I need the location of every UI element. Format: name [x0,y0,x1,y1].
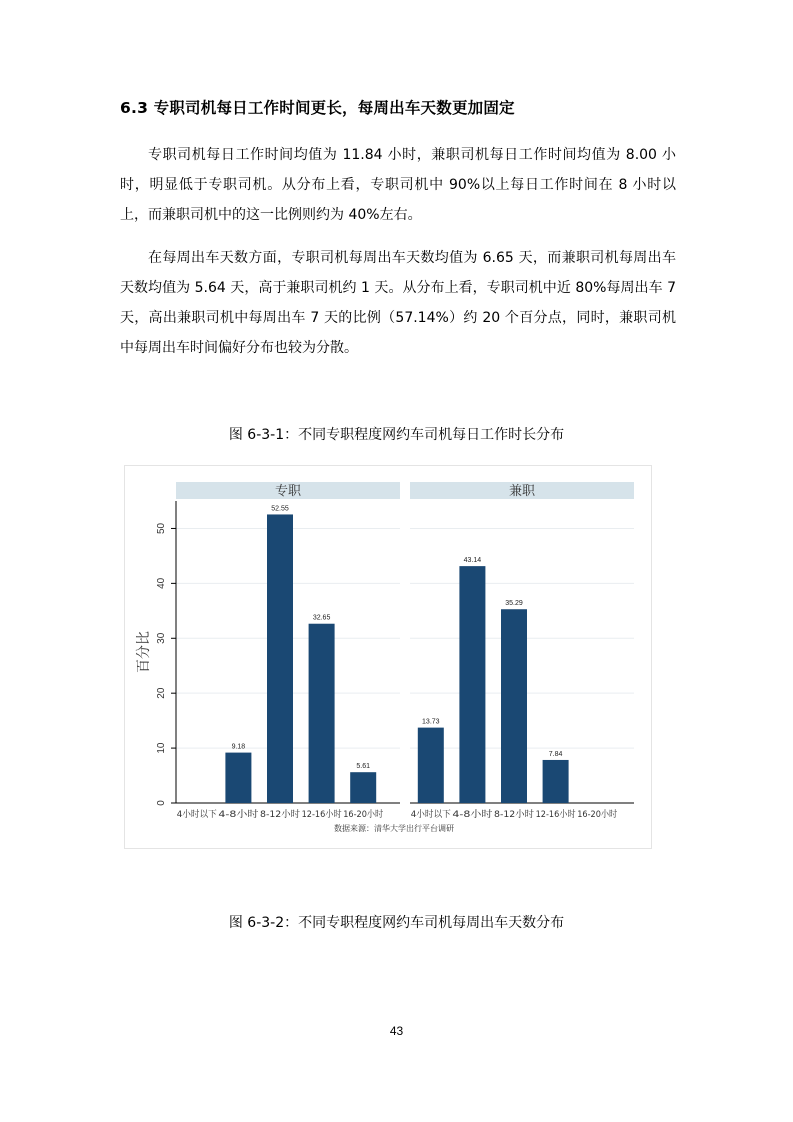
x-tick-label: 8-12小时 [494,810,533,820]
y-tick-label: 10 [156,742,167,754]
y-tick-label: 30 [156,632,167,644]
bar-value-label: 35.29 [505,600,523,608]
section-heading: 6.3 专职司机每日工作时间更长，每周出车天数更加固定 [120,99,515,117]
bar-1-2 [225,753,251,803]
bar-value-label: 7.84 [548,750,563,758]
y-tick-label: 20 [156,687,167,699]
bar-value-label: 9.18 [231,743,246,751]
bar-1-5 [350,772,376,803]
bar-value-label: 52.55 [271,505,289,513]
bar-value-label: 43.14 [463,557,482,565]
figure-2-caption: 图 6-3-2：不同专职程度网约车司机每周出车天数分布 [228,915,565,931]
bar-2-1 [418,728,444,803]
x-tick-label: 4小时以下 [176,810,219,820]
x-tick-label: 12-16小时 [535,810,580,820]
paragraph-weekly-days: 在每周出车天数方面，专职司机每周出车天数均值为 6.65 天，而兼职司机每周出车天数均值为 5.64 天，高于兼职司机约 1 天。从分布上看，专职司机中近 80%每周出车 7 天，高出兼职司机中每周出车 7 天的比例（57.14%）约 20 个百分点，同时，兼职司机中每周出车时间偏好分布也较为分散。 [120,250,676,356]
y-tick-label: 50 [156,522,167,535]
bar-1-4 [309,624,335,803]
x-tick-label: 4-8小时 [218,810,252,820]
panel-title: 专职 [274,484,302,499]
y-axis-label: 百分比 [136,631,152,673]
x-tick-label: 12-16小时 [301,810,346,820]
page-number: 43 [389,1024,404,1038]
y-tick-label: 0 [156,800,167,806]
paragraph-work-hours: 专职司机每日工作时间均值为 11.84 小时，兼职司机每日工作时间均值为 8.00 小时，明显低于专职司机。从分布上看，专职司机中 90%以上每日工作时间在 8 小时以上，而兼职司机中的这一比例则约为 40%左右。 [120,147,676,223]
figure-1-caption: 图 6-3-1：不同专职程度网约车司机每日工作时长分布 [228,427,565,443]
x-tick-label: 4小时以下 [410,810,453,820]
y-tick-label: 40 [156,577,167,589]
bar-value-label: 32.65 [312,614,331,622]
bar-2-2 [459,566,485,803]
bar-1-3 [267,514,293,803]
x-tick-label: 16-20小时 [577,810,622,820]
bar-2-3 [501,609,527,803]
bar-value-label: 13.73 [422,718,440,726]
bar-2-4 [543,760,569,803]
x-tick-label: 16-20小时 [343,810,388,820]
x-tick-label: 4-8小时 [452,810,486,820]
bar-value-label: 5.61 [356,763,371,771]
x-tick-label: 8-12小时 [260,810,299,820]
work-hours-chart [124,465,652,849]
chart-source-note: 数据来源：清华大学出行平台调研 [334,824,454,833]
panel-title: 兼职 [508,484,536,499]
